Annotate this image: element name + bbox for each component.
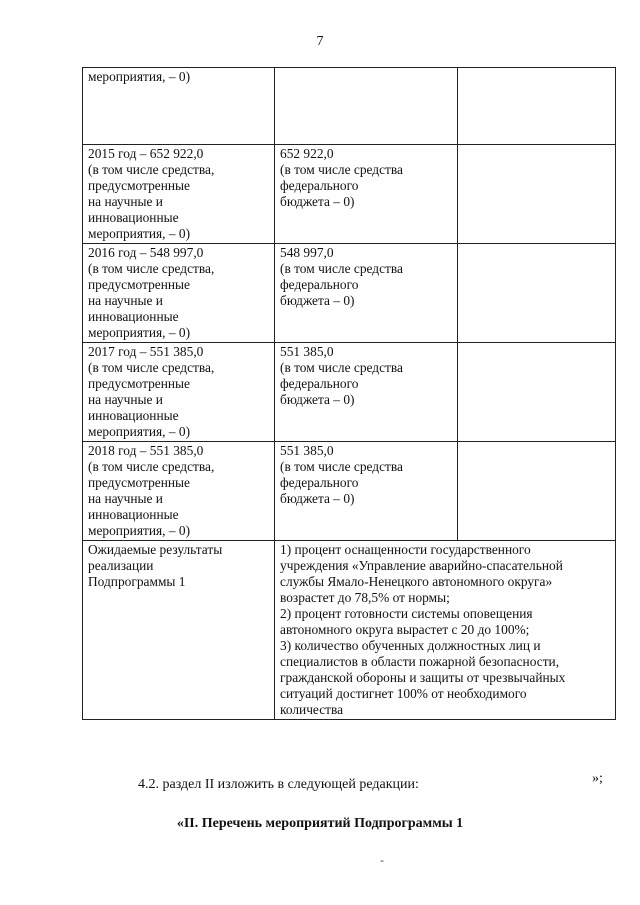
cell-funding-total-line: 551 385,0 <box>280 344 334 359</box>
cell-results-text <box>275 541 616 720</box>
cell-results-text-line: ситуаций достигнет 100% от необходимого <box>280 686 527 701</box>
cell-funding-total-line: (в том числе средства <box>280 261 403 276</box>
page-number: 7 <box>316 34 324 49</box>
cell-results-text-line: 2) процент готовности системы оповещения <box>280 606 533 621</box>
cell-funding-years-line: 2018 год – 551 385,0 <box>88 443 204 458</box>
cell-funding-total-line: федерального <box>280 376 359 391</box>
cell-funding-years-line: предусмотренные <box>88 376 190 391</box>
cell-funding-years-line: предусмотренные <box>88 475 190 490</box>
cell-funding-total <box>275 68 458 145</box>
cell-funding-years-line: на научные и <box>88 392 163 407</box>
cell-funding-years <box>83 442 275 541</box>
cell-funding-total-line: (в том числе средства <box>280 360 403 375</box>
cell-funding-years-line: мероприятия, – 0) <box>88 226 191 241</box>
cell-funding-years-line: (в том числе средства, <box>88 261 215 276</box>
cell-other <box>458 343 616 442</box>
cell-funding-total-line: бюджета – 0) <box>280 491 355 506</box>
cell-funding-total-line: 548 997,0 <box>280 245 334 260</box>
cell-funding-years-line: (в том числе средства, <box>88 360 215 375</box>
cell-funding-years-line: мероприятия, – 0) <box>88 523 191 538</box>
cell-results-label-line: Подпрограммы 1 <box>88 574 186 589</box>
cell-funding-years-line: инновационные <box>88 309 179 324</box>
cell-funding-total-line: (в том числе средства <box>280 162 403 177</box>
table-row <box>83 541 616 720</box>
cell-funding-years-line: предусмотренные <box>88 277 190 292</box>
amendment-instruction: 4.2. раздел II изложить в следующей редакции: <box>138 777 419 792</box>
table-row <box>83 145 616 244</box>
cell-other <box>458 442 616 541</box>
cell-funding-years-line: предусмотренные <box>88 178 190 193</box>
cell-results-label-line: Ожидаемые результаты <box>88 542 223 557</box>
cell-results-text-line: автономного округа вырастет с 20 до 100%; <box>280 622 530 637</box>
cell-results-text-line: количества <box>280 702 344 717</box>
cell-funding-total-line: 652 922,0 <box>280 146 334 161</box>
budget-table <box>82 67 616 720</box>
cell-other <box>458 244 616 343</box>
cell-funding-years-line: (в том числе средства, <box>88 459 215 474</box>
cell-funding-total-line: бюджета – 0) <box>280 293 355 308</box>
cell-funding-years-line: 2016 год – 548 997,0 <box>88 245 204 260</box>
cell-results-text-line: специалистов в области пожарной безопасности, <box>280 654 560 669</box>
table-row <box>83 343 616 442</box>
cell-funding-years-line: 2015 год – 652 922,0 <box>88 146 204 161</box>
cell-funding-total <box>275 343 458 442</box>
cell-funding-years-line: на научные и <box>88 491 163 506</box>
cell-funding-total-line: 551 385,0 <box>280 443 334 458</box>
section-heading: «II. Перечень мероприятий Подпрограммы 1 <box>176 816 464 831</box>
cell-results-text-line: гражданской обороны и защиты от чрезвычайных <box>280 670 566 685</box>
cell-funding-total-line: федерального <box>280 277 359 292</box>
bottom-mark: - <box>380 853 384 867</box>
cell-funding-total-line: федерального <box>280 178 359 193</box>
cell-funding-years-line: (в том числе средства, <box>88 162 215 177</box>
cell-funding-total <box>275 145 458 244</box>
cell-results-text-line: 1) процент оснащенности государственного <box>280 542 531 557</box>
cell-results-label-line: реализации <box>88 558 154 573</box>
cell-funding-total <box>275 244 458 343</box>
cell-funding-years-line: инновационные <box>88 507 179 522</box>
cell-results-text-line: возрастет до 78,5% от нормы; <box>280 590 450 605</box>
table-row <box>83 442 616 541</box>
cell-funding-years <box>83 244 275 343</box>
cell-funding-total-line: бюджета – 0) <box>280 392 355 407</box>
closing-quote-mark: »; <box>592 771 603 786</box>
table-row <box>83 244 616 343</box>
cell-funding-total-line: бюджета – 0) <box>280 194 355 209</box>
cell-results-text-line: 3) количество обученных должностных лиц и <box>280 638 541 653</box>
cell-other <box>458 68 616 145</box>
cell-funding-years <box>83 343 275 442</box>
cell-other <box>458 145 616 244</box>
table-row <box>83 68 616 145</box>
cell-funding-total-line: федерального <box>280 475 359 490</box>
cell-funding-years <box>83 68 275 145</box>
cell-funding-years-line: мероприятия, – 0) <box>88 69 191 84</box>
cell-results-label <box>83 541 275 720</box>
cell-funding-total <box>275 442 458 541</box>
cell-funding-years-line: 2017 год – 551 385,0 <box>88 344 204 359</box>
cell-funding-years <box>83 145 275 244</box>
cell-funding-total-line: (в том числе средства <box>280 459 403 474</box>
cell-funding-years-line: инновационные <box>88 210 179 225</box>
cell-results-text-line: учреждения «Управление аварийно-спасательной <box>280 558 563 573</box>
cell-funding-years-line: мероприятия, – 0) <box>88 325 191 340</box>
cell-funding-years-line: мероприятия, – 0) <box>88 424 191 439</box>
cell-funding-years-line: на научные и <box>88 293 163 308</box>
cell-funding-years-line: инновационные <box>88 408 179 423</box>
cell-results-text-line: службы Ямало-Ненецкого автономного округа» <box>280 574 553 589</box>
cell-funding-years-line: на научные и <box>88 194 163 209</box>
